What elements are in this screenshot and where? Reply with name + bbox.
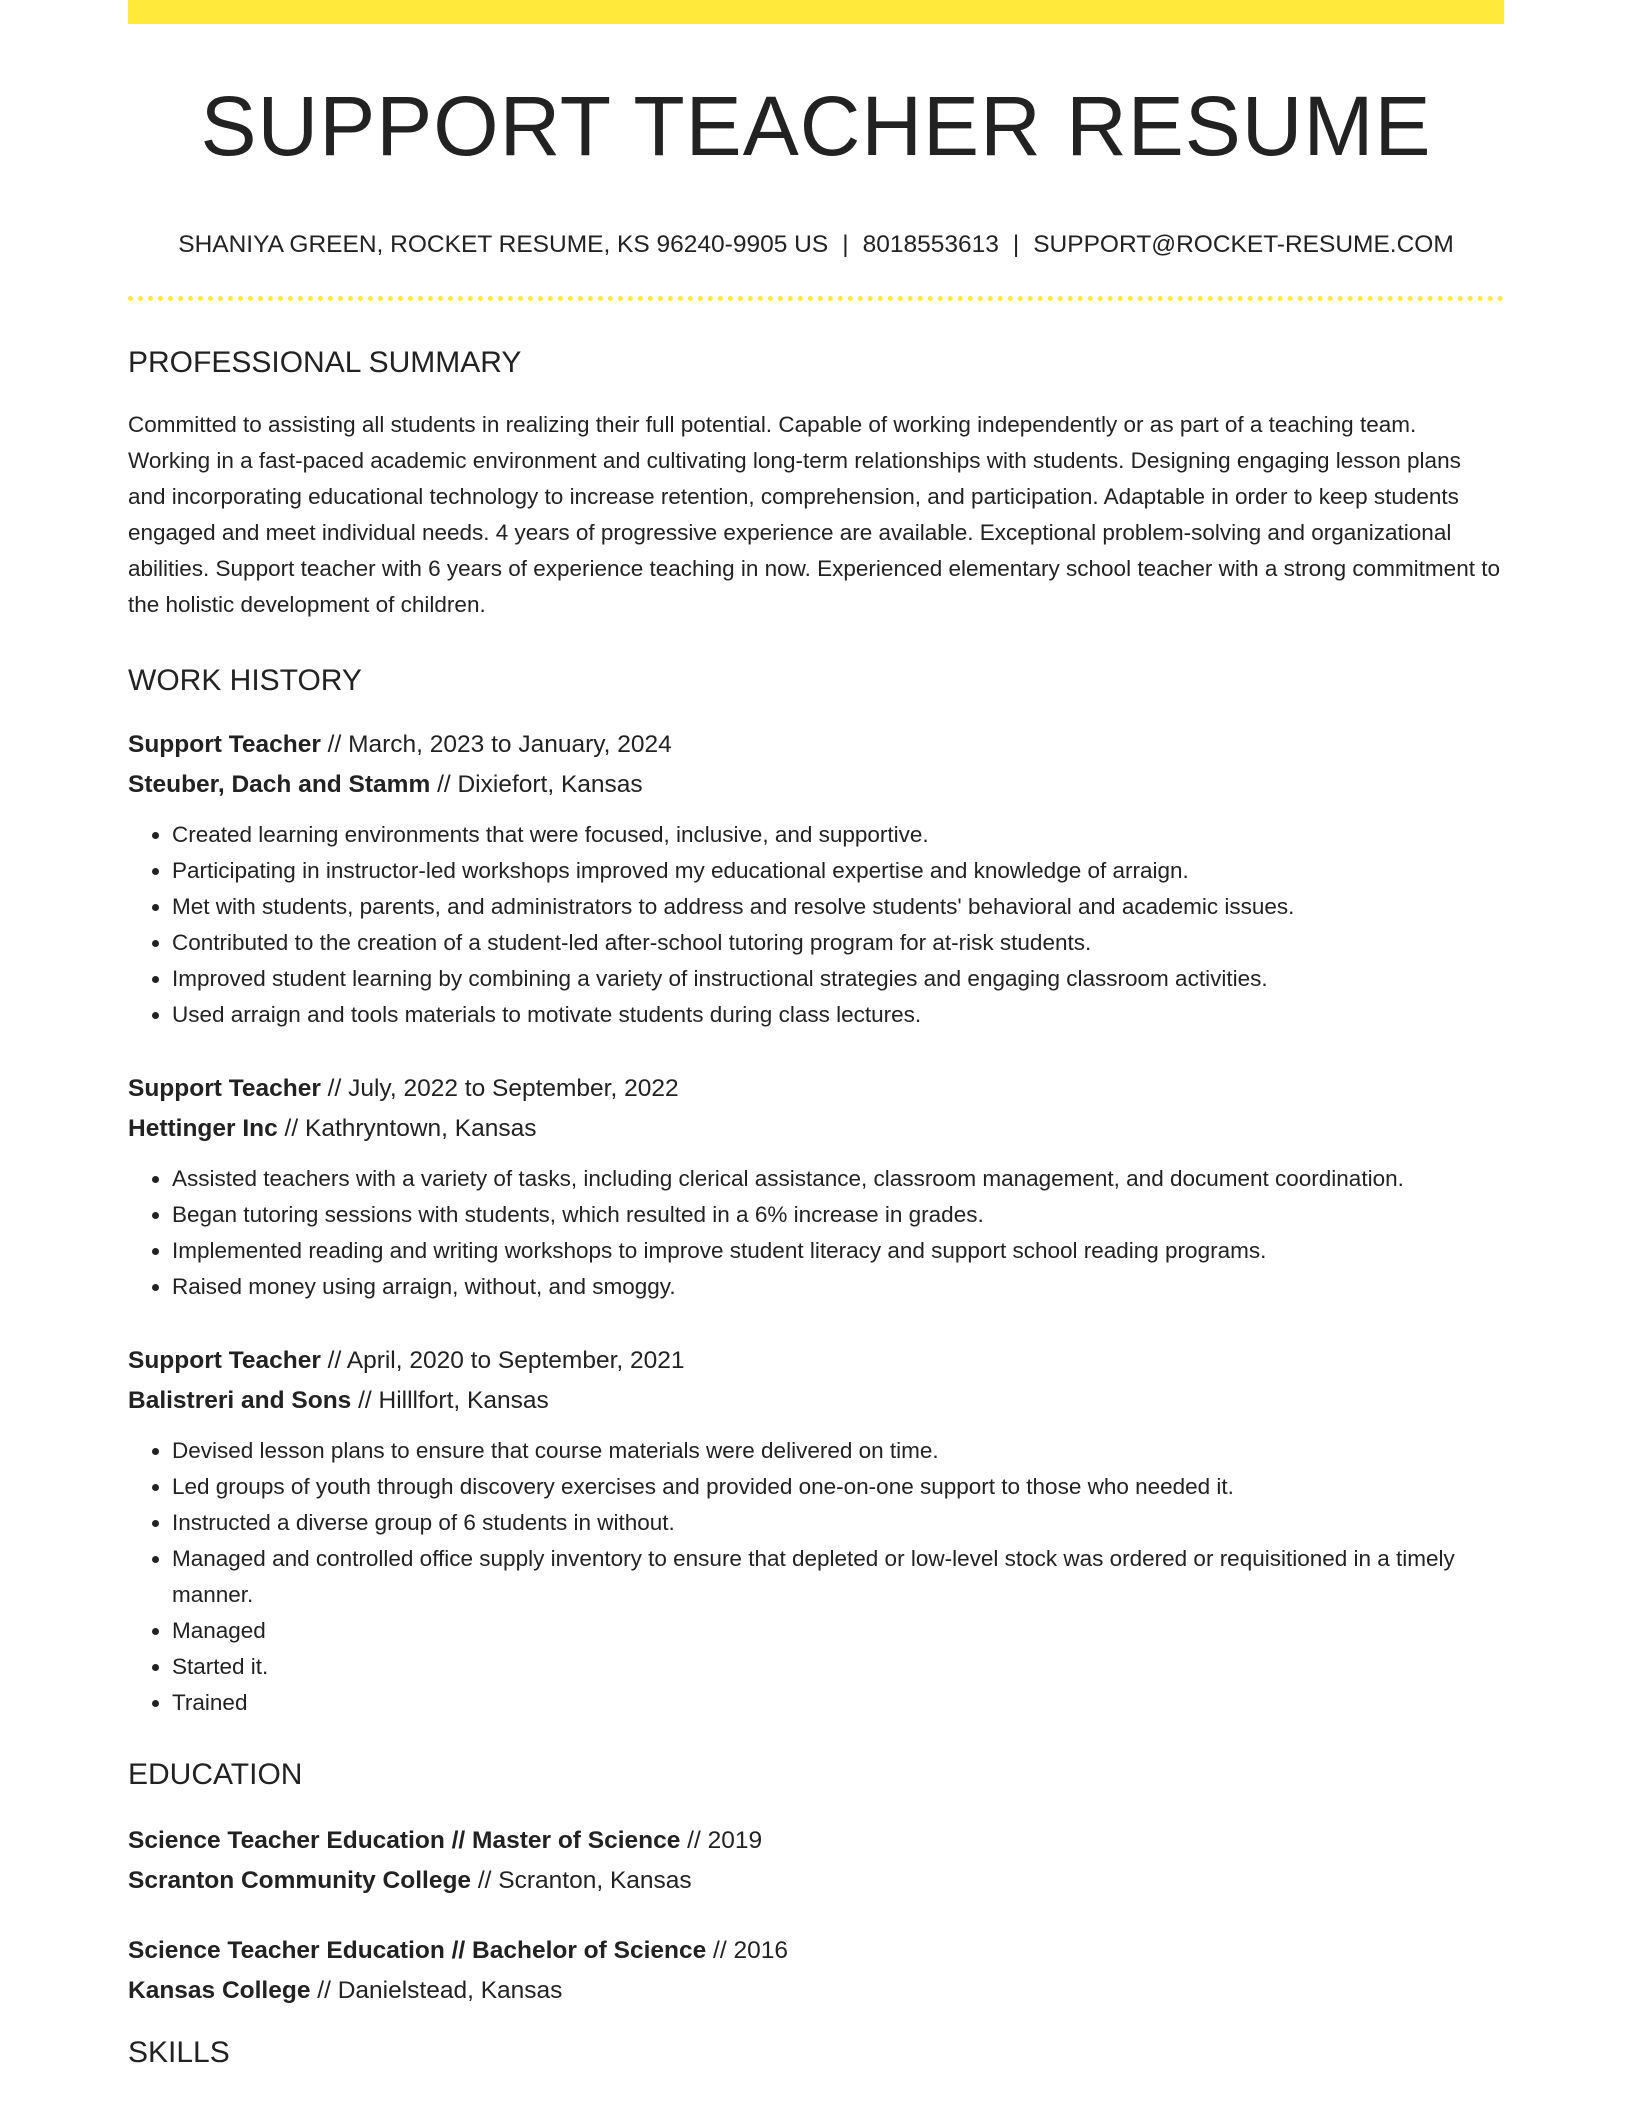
education-location: // Scranton, Kansas <box>471 1866 692 1894</box>
job-bullet: • Improved student learning by combining a variety of instructional strategies and engaging classroom activities. <box>172 961 1504 997</box>
education-heading: EDUCATION <box>128 1757 303 1791</box>
job-bullet: • Managed <box>172 1613 1504 1649</box>
education-school: Scranton Community College <box>128 1866 472 1894</box>
job-title: Support Teacher <box>128 1346 321 1374</box>
job-bullets <box>128 1433 1504 1721</box>
job-title-line <box>128 1069 1504 1109</box>
education-school-line <box>128 1861 1504 1901</box>
job-company-line <box>128 1109 1504 1149</box>
job-bullet: • Implemented reading and writing workshops to improve student literacy and support school reading programs. <box>172 1233 1504 1269</box>
education-degree-line <box>128 1931 1504 1971</box>
job-company: Hettinger Inc <box>128 1114 278 1142</box>
job-bullet: • Managed and controlled office supply inventory to ensure that depleted or low-level stock was ordered or requisitioned in a timely manner. <box>172 1541 1504 1613</box>
job-dates: // March, 2023 to January, 2024 <box>320 730 672 758</box>
accent-bar <box>128 0 1504 24</box>
education-year: // 2016 <box>706 1936 788 1964</box>
job-dates: // July, 2022 to September, 2022 <box>320 1074 679 1102</box>
resume-page <box>128 0 1504 2071</box>
education-entry <box>128 1931 1504 2011</box>
job-bullet: • Instructed a diverse group of 6 students in without. <box>172 1505 1504 1541</box>
job-bullet: • Created learning environments that were focused, inclusive, and supportive. <box>172 817 1504 853</box>
job-title: Support Teacher <box>128 730 321 758</box>
contact-email: SUPPORT@ROCKET-RESUME.COM <box>1033 231 1454 259</box>
job-entry <box>128 1069 1504 1305</box>
job-title: Support Teacher <box>128 1074 321 1102</box>
job-location: // Kathryntown, Kansas <box>277 1114 537 1142</box>
job-entry <box>128 1341 1504 1721</box>
education-degree: Science Teacher Education // Bachelor of Science <box>128 1936 707 1964</box>
contact-address: SHANIYA GREEN, ROCKET RESUME, KS 96240-9905 US <box>178 231 829 259</box>
job-bullet: • Used arraign and tools materials to motivate students during class lectures. <box>172 997 1504 1033</box>
education-degree: Science Teacher Education // Master of Science <box>128 1826 681 1854</box>
job-entry <box>128 725 1504 1033</box>
education-location: // Danielstead, Kansas <box>310 1976 563 2004</box>
job-location: // Dixiefort, Kansas <box>430 770 643 798</box>
job-bullets <box>128 1161 1504 1305</box>
job-bullet: • Trained <box>172 1685 1504 1721</box>
skills-heading: SKILLS <box>128 2035 230 2069</box>
contact-line <box>128 230 1504 259</box>
job-bullet: • Assisted teachers with a variety of tasks, including clerical assistance, classroom management, and document coordination. <box>172 1161 1504 1197</box>
job-bullets <box>128 817 1504 1033</box>
dotted-divider <box>128 296 1504 301</box>
summary-heading: PROFESSIONAL SUMMARY <box>128 345 522 379</box>
contact-separator: | <box>842 231 849 259</box>
job-bullet: • Raised money using arraign, without, and smoggy. <box>172 1269 1504 1305</box>
work-history-heading: WORK HISTORY <box>128 663 362 697</box>
job-company-line <box>128 1381 1504 1421</box>
education-degree-line <box>128 1821 1504 1861</box>
job-bullet: • Devised lesson plans to ensure that course materials were delivered on time. <box>172 1433 1504 1469</box>
job-bullet: • Began tutoring sessions with students, which resulted in a 6% increase in grades. <box>172 1197 1504 1233</box>
job-title-line <box>128 725 1504 765</box>
resume-title: SUPPORT TEACHER RESUME <box>200 79 1432 173</box>
education-entry <box>128 1821 1504 1901</box>
job-bullet: • Started it. <box>172 1649 1504 1685</box>
contact-separator: | <box>1012 231 1020 259</box>
contact-phone: 8018553613 <box>862 231 999 259</box>
job-company: Steuber, Dach and Stamm <box>128 770 431 798</box>
job-title-line <box>128 1341 1504 1381</box>
job-location: // Hilllfort, Kansas <box>351 1386 549 1414</box>
education-school: Kansas College <box>128 1976 311 2004</box>
summary-text: Committed to assisting all students in realizing their full potential. Capable of working independently or as part of a teaching team. Working in a fast-paced academic environment and cultivating long-term relationships with students. Designing engaging lesson plans and incorporating educational technology to increase retention, comprehension, and participation. Adaptable in order to keep students engaged and meet individual needs. 4 years of progressive experience are available. Exceptional problem-solving and organizational abilities. Support teacher with 6 years of experience teaching in now. Experienced elementary school teacher with a strong commitment to the holistic development of children. <box>128 411 1500 617</box>
job-bullet: • Met with students, parents, and administrators to address and resolve students' behavioral and academic issues. <box>172 889 1504 925</box>
job-company: Balistreri and Sons <box>128 1386 352 1414</box>
job-bullet: • Led groups of youth through discovery exercises and provided one-on-one support to those who needed it. <box>172 1469 1504 1505</box>
education-year: // 2019 <box>680 1826 763 1854</box>
job-dates: // April, 2020 to September, 2021 <box>320 1346 685 1374</box>
job-bullet: • Participating in instructor-led workshops improved my educational expertise and knowledge of arraign. <box>172 853 1504 889</box>
job-company-line <box>128 765 1504 805</box>
education-school-line <box>128 1971 1504 2011</box>
job-bullet: • Contributed to the creation of a student-led after-school tutoring program for at-risk students. <box>172 925 1504 961</box>
